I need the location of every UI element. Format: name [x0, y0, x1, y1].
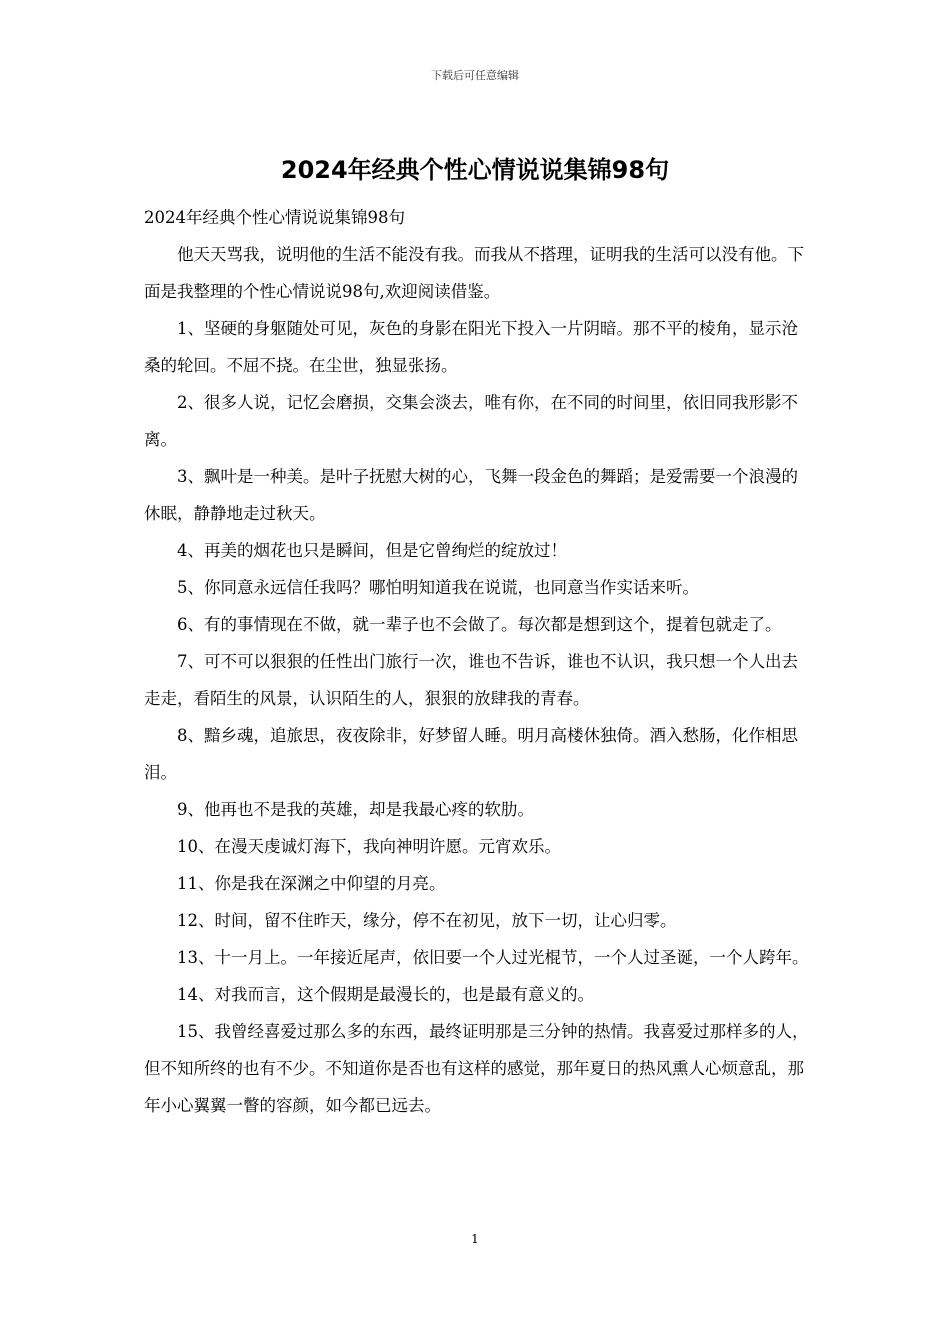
quote-item-7: 7、可不可以狠狠的任性出门旅行一次，谁也不告诉，谁也不认识，我只想一个人出去走走，看陌生的风景，认识陌生的人，狠狠的放肆我的青春。: [144, 652, 798, 708]
intro-paragraph: 他天天骂我，说明他的生活不能没有我。而我从不搭理，证明我的生活可以没有他。下面是我整理的个性心情说说98句,欢迎阅读借鉴。: [144, 245, 804, 301]
quote-item-4: 4、再美的烟花也只是瞬间，但是它曾绚烂的绽放过！: [177, 541, 567, 560]
quote-item-10: 10、在漫天虔诚灯海下，我向神明许愿。元宵欢乐。: [177, 837, 561, 856]
quote-item-13: 13、十一月上。一年接近尾声，依旧要一个人过光棍节，一个人过圣诞，一个人跨年。: [177, 948, 809, 967]
document-body: [144, 199, 810, 1124]
quote-item-8: 8、黯乡魂，追旅思，夜夜除非，好梦留人睡。明月高楼休独倚。酒入愁肠，化作相思泪。: [144, 726, 798, 782]
quote-item-11: 11、你是我在深渊之中仰望的月亮。: [177, 874, 446, 893]
quote-item-3: 3、飘叶是一种美。是叶子抚慰大树的心，飞舞一段金色的舞蹈；是爱需要一个浪漫的休眠，静静地走过秋天。: [144, 467, 798, 523]
quote-item-1: 1、坚硬的身躯随处可见，灰色的身影在阳光下投入一片阴暗。那不平的棱角，显示沧桑的轮回。不屈不挠。在尘世，独显张扬。: [144, 319, 798, 375]
quote-item-2: 2、很多人说，记忆会磨损，交集会淡去，唯有你，在不同的时间里，依旧同我形影不离。: [144, 393, 798, 449]
quote-item-6: 6、有的事情现在不做，就一辈子也不会做了。每次都是想到这个，提着包就走了。: [177, 615, 782, 634]
quote-item-14: 14、对我而言，这个假期是最漫长的，也是最有意义的。: [177, 985, 594, 1004]
page-number: 1: [471, 1232, 479, 1246]
subtitle-line: 2024年经典个性心情说说集锦98句: [144, 208, 405, 227]
quote-item-5: 5、你同意永远信任我吗？哪怕明知道我在说谎，也同意当作实话来听。: [177, 578, 699, 597]
quote-item-12: 12、时间，留不住昨天，缘分，停不在初见，放下一切，让心归零。: [177, 911, 677, 930]
quote-item-15: 15、我曾经喜爱过那么多的东西，最终证明那是三分钟的热情。我喜爱过那样多的人，但不知所终的也有不少。不知道你是否也有这样的感觉，那年夏日的热风熏人心烦意乱，那年小心翼翼一瞥的容颜，如今都已远去。: [144, 1022, 809, 1115]
quote-item-9: 9、他再也不是我的英雄，却是我最心疼的软肋。: [177, 800, 534, 819]
document-title: 2024年经典个性心情说说集锦98句: [280, 156, 670, 184]
page-header: 下载后可任意编辑: [431, 69, 519, 82]
